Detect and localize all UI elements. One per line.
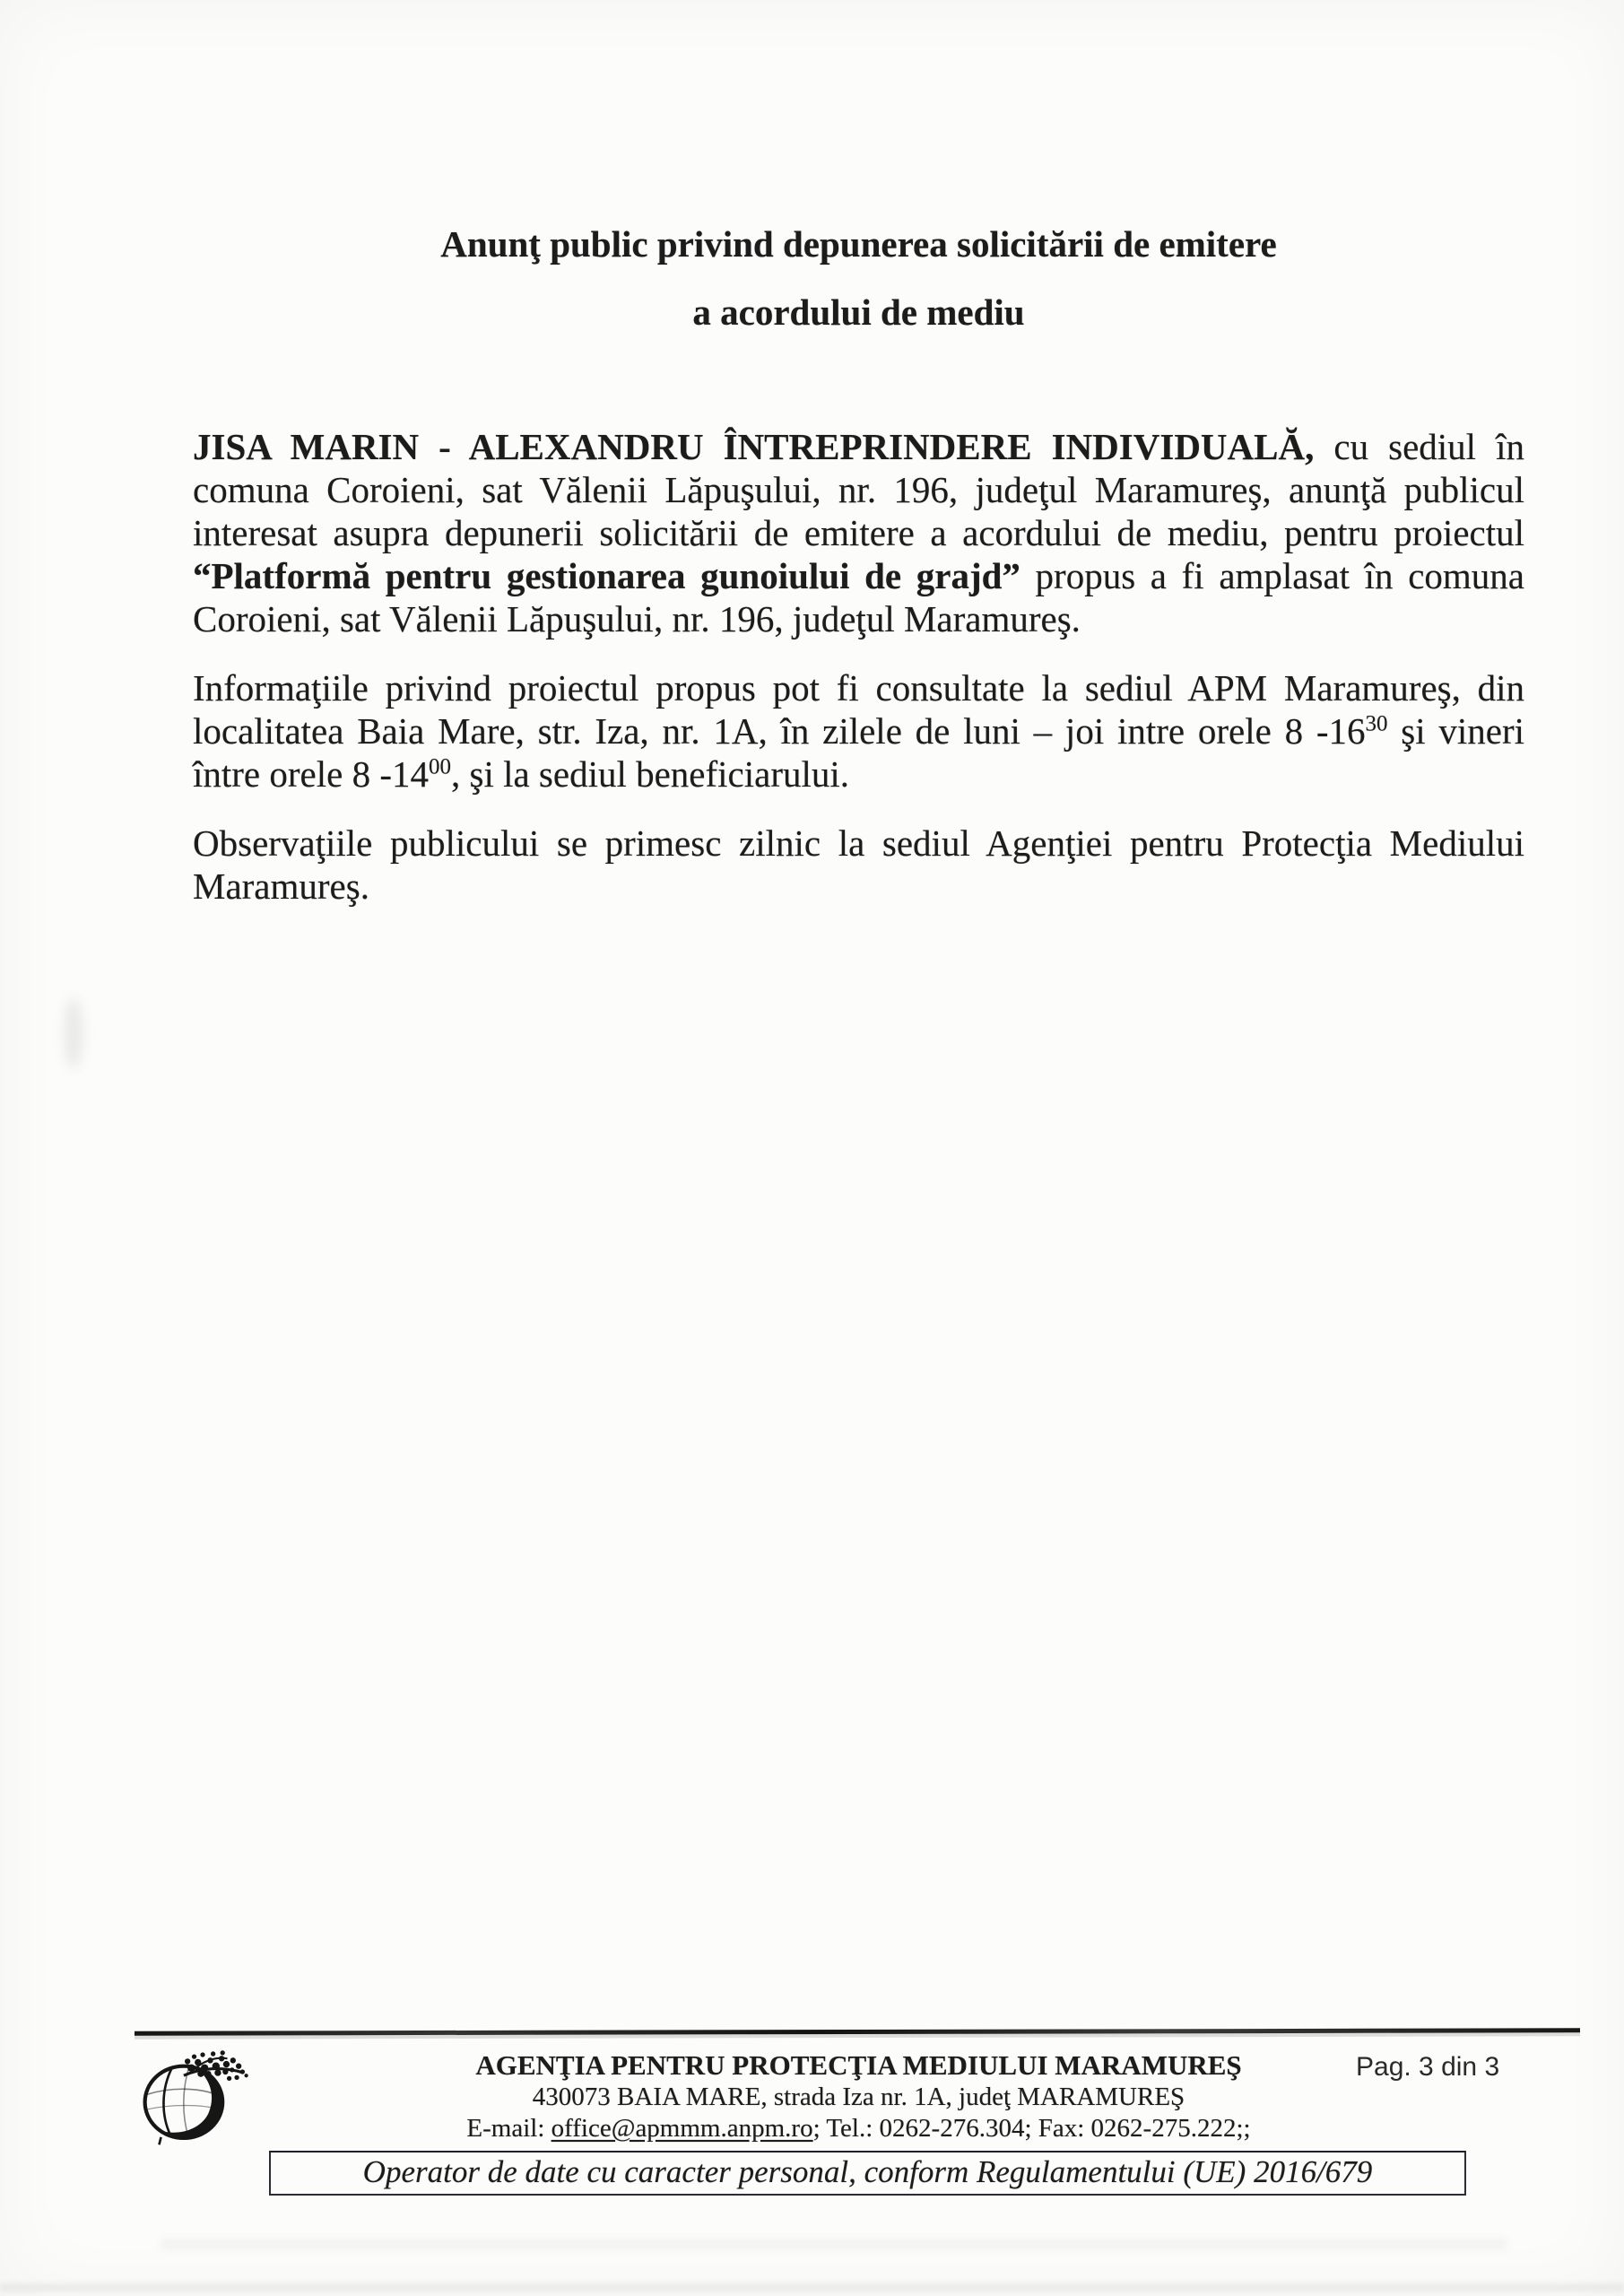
footer-divider [135, 2028, 1580, 2035]
announcement-content [193, 222, 1524, 934]
paragraph-1-text-b: propus a fi amplasat în comuna Coroieni, sat Vălenii Lăpuşului, nr. 196, judeţul Maramureş. [193, 555, 1524, 639]
scan-artifact-bottom-edge [0, 2283, 1624, 2292]
email-link[interactable]: office@apmmm.anpm.ro [551, 2114, 813, 2143]
footer-agency-block [372, 2050, 1345, 2144]
body-paragraph-1 [193, 425, 1524, 640]
paragraph-2-text-b: şi vineri între orele 8 -14 [193, 710, 1525, 795]
gdpr-notice-text: Operator de date cu caracter personal, conform Regulamentului (UE) 2016/679 [362, 2154, 1373, 2189]
body-paragraph-3: Observaţiile publicului se primesc zilnic la sediul Agenţiei pentru Protecţia Mediului Maramureş. [193, 822, 1524, 907]
agency-address: 430073 BAIA MARE, strada Iza nr. 1A, judeţ MARAMUREŞ [532, 2083, 1185, 2111]
agency-name: AGENŢIA PENTRU PROTECŢIA MEDIULUI MARAMUREŞ [475, 2049, 1242, 2081]
email-label: E-mail: [466, 2114, 551, 2143]
announcement-title-line1: Anunţ public privind depunerea solicitării de emitere [440, 223, 1277, 265]
agency-contact-line [372, 2113, 1345, 2144]
phone-fax-text: ; Tel.: 0262-276.304; Fax: 0262-275.222;; [812, 2114, 1251, 2143]
scan-artifact-band [161, 2239, 1507, 2249]
paragraph-2-text-c: , şi la sediul beneficiarului. [450, 753, 850, 795]
page-indicator: Pag. 3 din 3 [1356, 2052, 1500, 2082]
scan-artifact-left [65, 997, 83, 1069]
paragraph-1-text-a: cu sediul în comuna Coroieni, sat Vălenii Lăpuşului, nr. 196, judeţul Maramureş, anunţă publicul interesat asupra depunerii solicitării de emitere a acordului de mediu, pentru proiectul [193, 426, 1525, 553]
announcement-title-line2: a acordului de mediu [692, 291, 1025, 333]
hours-superscript-1400: 00 [428, 754, 451, 779]
gdpr-notice-box [269, 2151, 1466, 2196]
body-paragraph-2 [193, 666, 1524, 796]
project-title: “Platformă pentru gestionarea gunoiului de grajd” [193, 555, 1020, 596]
globe-tree-icon [135, 2047, 253, 2147]
apm-logo [135, 2047, 253, 2147]
applicant-name: JISA MARIN - ALEXANDRU ÎNTREPRINDERE INDIVIDUALĂ, [193, 426, 1315, 467]
paragraph-2-text-a: Informaţiile privind proiectul propus pot fi consultate la sediul APM Maramureş, din localitatea Baia Mare, str. Iza, nr. 1A, în zilele de luni – joi intre orele 8 -16 [193, 667, 1524, 752]
hours-superscript-1630: 30 [1365, 711, 1388, 736]
